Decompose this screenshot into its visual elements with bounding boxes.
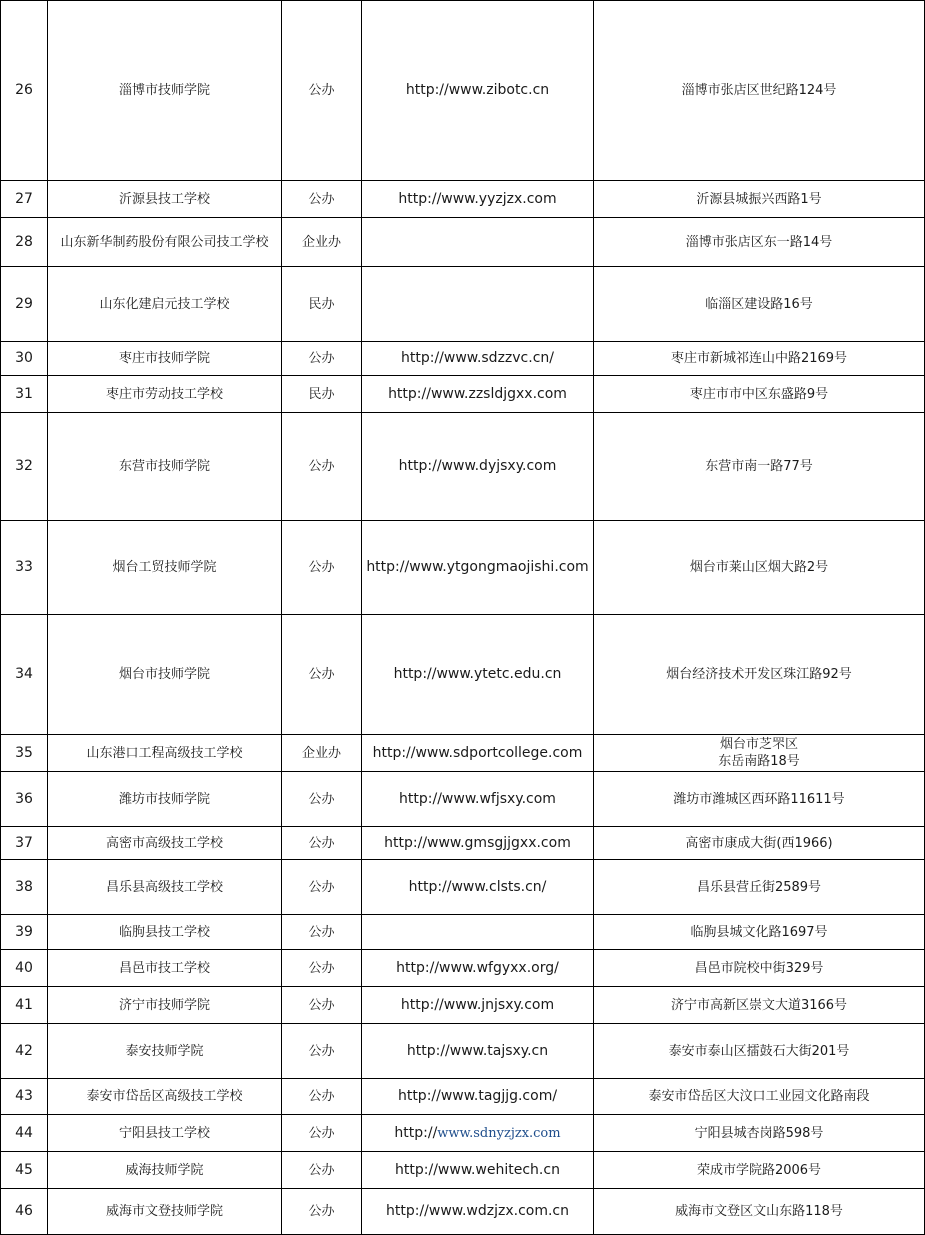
school-address bbox=[594, 950, 925, 987]
school-name: 昌邑市技工学校 bbox=[48, 950, 282, 987]
school-address bbox=[594, 267, 925, 342]
school-name: 山东港口工程高级技工学校 bbox=[48, 735, 282, 772]
website-link[interactable]: http://www.wfgyxx.org/ bbox=[396, 959, 559, 976]
school-type: 公办 bbox=[282, 342, 362, 376]
school-type: 企业办 bbox=[282, 218, 362, 267]
row-number: 37 bbox=[1, 827, 48, 860]
school-website bbox=[362, 181, 594, 218]
school-name: 威海市文登技师学院 bbox=[48, 1189, 282, 1235]
row-number: 41 bbox=[1, 987, 48, 1024]
website-link[interactable]: http://www.sdzzvc.cn/ bbox=[400, 350, 554, 366]
school-website bbox=[362, 267, 594, 342]
table-row bbox=[1, 1024, 925, 1079]
row-number: 44 bbox=[1, 1115, 48, 1152]
school-address bbox=[594, 1152, 925, 1189]
address-line: 临朐县城文化路1697号 bbox=[690, 924, 828, 940]
school-type: 公办 bbox=[282, 860, 362, 915]
school-name: 泰安市岱岳区高级技工学校 bbox=[48, 1079, 282, 1115]
school-type: 公办 bbox=[282, 181, 362, 218]
table-row bbox=[1, 915, 925, 950]
school-name: 枣庄市劳动技工学校 bbox=[48, 376, 282, 413]
table-row bbox=[1, 772, 925, 827]
table-row bbox=[1, 860, 925, 915]
website-link[interactable]: http://www.gmsgjjgxx.com bbox=[384, 834, 571, 851]
address-line: 淄博市张店区东一路14号 bbox=[685, 234, 833, 250]
school-type: 公办 bbox=[282, 1, 362, 181]
table-row bbox=[1, 521, 925, 615]
school-address bbox=[594, 615, 925, 735]
row-number: 35 bbox=[1, 735, 48, 772]
school-address bbox=[594, 1189, 925, 1235]
school-address bbox=[594, 376, 925, 413]
table-row bbox=[1, 1189, 925, 1235]
row-number: 43 bbox=[1, 1079, 48, 1115]
school-name: 威海技师学院 bbox=[48, 1152, 282, 1189]
school-type: 公办 bbox=[282, 827, 362, 860]
website-link[interactable]: http://www.ytetc.edu.cn bbox=[393, 666, 562, 682]
row-number: 46 bbox=[1, 1189, 48, 1235]
table-row bbox=[1, 376, 925, 413]
table-row bbox=[1, 735, 925, 772]
website-link[interactable]: http://www.wfjsxy.com bbox=[399, 790, 556, 807]
address-line: 东岳南路18号 bbox=[718, 754, 800, 769]
school-website bbox=[362, 1115, 594, 1152]
school-type: 公办 bbox=[282, 1152, 362, 1189]
school-website bbox=[362, 987, 594, 1024]
website-link[interactable]: http://www.wdzjzx.com.cn bbox=[386, 1203, 569, 1219]
school-type: 公办 bbox=[282, 1079, 362, 1115]
table-row bbox=[1, 413, 925, 521]
school-address bbox=[594, 413, 925, 521]
school-website bbox=[362, 1, 594, 181]
school-address bbox=[594, 1079, 925, 1115]
school-type: 公办 bbox=[282, 950, 362, 987]
address-line: 枣庄市新城祁连山中路2169号 bbox=[670, 351, 848, 366]
address-line: 泰安市泰山区擂鼓石大街201号 bbox=[668, 1043, 850, 1059]
school-type: 公办 bbox=[282, 772, 362, 827]
table-row bbox=[1, 987, 925, 1024]
school-website bbox=[362, 342, 594, 376]
website-link[interactable]: http://www.dyjsxy.com bbox=[398, 458, 557, 474]
address-line: 昌邑市院校中街329号 bbox=[694, 960, 824, 976]
school-name: 宁阳县技工学校 bbox=[48, 1115, 282, 1152]
table-row bbox=[1, 1115, 925, 1152]
website-link[interactable]: http://www.tagjjg.com/ bbox=[397, 1088, 558, 1104]
address-line: 烟台市莱山区烟大路2号 bbox=[689, 560, 829, 575]
table-row bbox=[1, 1079, 925, 1115]
school-address bbox=[594, 1, 925, 181]
school-name: 济宁市技师学院 bbox=[48, 987, 282, 1024]
row-number: 40 bbox=[1, 950, 48, 987]
school-type: 公办 bbox=[282, 1189, 362, 1235]
address-line: 荣成市学院路2006号 bbox=[696, 1162, 822, 1178]
school-type: 企业办 bbox=[282, 735, 362, 772]
school-name: 枣庄市技师学院 bbox=[48, 342, 282, 376]
website-link[interactable]: www.sdnyzjzx.com bbox=[437, 1125, 561, 1141]
table-row bbox=[1, 267, 925, 342]
school-type: 公办 bbox=[282, 1024, 362, 1079]
table-row bbox=[1, 615, 925, 735]
address-line: 东营市南一路77号 bbox=[705, 459, 813, 474]
school-address bbox=[594, 521, 925, 615]
address-line: 高密市康成大街(西1966) bbox=[685, 835, 833, 851]
address-line: 枣庄市市中区东盛路9号 bbox=[689, 386, 829, 402]
school-website bbox=[362, 860, 594, 915]
website-link[interactable]: http://www.sdportcollege.com bbox=[372, 744, 583, 761]
table-row bbox=[1, 950, 925, 987]
school-type: 公办 bbox=[282, 413, 362, 521]
website-link[interactable]: http://www.wehitech.cn bbox=[395, 1161, 560, 1178]
table-row bbox=[1, 218, 925, 267]
row-number: 27 bbox=[1, 181, 48, 218]
school-website bbox=[362, 735, 594, 772]
table-row bbox=[1, 1, 925, 181]
row-number: 42 bbox=[1, 1024, 48, 1079]
school-website bbox=[362, 772, 594, 827]
address-line: 济宁市高新区崇文大道3166号 bbox=[670, 997, 848, 1013]
school-address bbox=[594, 181, 925, 218]
address-line: 泰安市岱岳区大汶口工业园文化路南段 bbox=[648, 1089, 870, 1104]
website-link[interactable]: http://www.tajsxy.cn bbox=[406, 1042, 549, 1059]
school-website bbox=[362, 1024, 594, 1079]
school-name: 高密市高级技工学校 bbox=[48, 827, 282, 860]
school-address bbox=[594, 1115, 925, 1152]
row-number: 30 bbox=[1, 342, 48, 376]
row-number: 39 bbox=[1, 915, 48, 950]
school-type: 公办 bbox=[282, 915, 362, 950]
website-link[interactable]: http://www.jnjsxy.com bbox=[400, 996, 555, 1013]
address-line: 昌乐县营丘街2589号 bbox=[696, 879, 822, 895]
school-address bbox=[594, 987, 925, 1024]
row-number: 29 bbox=[1, 267, 48, 342]
website-link[interactable]: http://www.zibotc.cn bbox=[405, 82, 550, 98]
school-address bbox=[594, 772, 925, 827]
table-row bbox=[1, 827, 925, 860]
address-line: 烟台经济技术开发区珠江路92号 bbox=[666, 667, 852, 682]
school-name: 烟台市技师学院 bbox=[48, 615, 282, 735]
school-type: 公办 bbox=[282, 615, 362, 735]
school-address bbox=[594, 860, 925, 915]
school-address bbox=[594, 218, 925, 267]
address-line: 宁阳县城杏岗路598号 bbox=[694, 1125, 824, 1141]
address-line: 威海市文登区文山东路118号 bbox=[675, 1204, 843, 1219]
school-address bbox=[594, 735, 925, 772]
school-type: 民办 bbox=[282, 376, 362, 413]
school-address bbox=[594, 1024, 925, 1079]
row-number: 32 bbox=[1, 413, 48, 521]
row-number: 33 bbox=[1, 521, 48, 615]
table-row bbox=[1, 1152, 925, 1189]
row-number: 36 bbox=[1, 772, 48, 827]
row-number: 28 bbox=[1, 218, 48, 267]
website-prefix: http:// bbox=[394, 1124, 438, 1141]
school-address bbox=[594, 342, 925, 376]
row-number: 45 bbox=[1, 1152, 48, 1189]
school-name: 东营市技师学院 bbox=[48, 413, 282, 521]
school-website bbox=[362, 615, 594, 735]
address-line: 沂源县城振兴西路1号 bbox=[696, 191, 822, 207]
website-link[interactable]: http://www.ytgongmaojishi.com bbox=[366, 559, 589, 575]
school-website bbox=[362, 1189, 594, 1235]
address-line: 烟台市芝罘区 bbox=[719, 737, 798, 752]
address-line: 潍坊市潍城区西环路11611号 bbox=[673, 791, 845, 807]
website-link[interactable]: http://www.clsts.cn/ bbox=[408, 878, 547, 895]
table-row bbox=[1, 181, 925, 218]
website-link[interactable]: http://www.zzsldjgxx.com bbox=[388, 385, 567, 402]
school-website bbox=[362, 218, 594, 267]
school-name: 潍坊市技师学院 bbox=[48, 772, 282, 827]
school-website bbox=[362, 413, 594, 521]
school-website bbox=[362, 521, 594, 615]
website-link[interactable]: http://www.yyzjzx.com bbox=[398, 190, 557, 207]
school-name: 山东新华制药股份有限公司技工学校 bbox=[48, 218, 282, 267]
row-number: 31 bbox=[1, 376, 48, 413]
row-number: 38 bbox=[1, 860, 48, 915]
school-website bbox=[362, 827, 594, 860]
row-number: 34 bbox=[1, 615, 48, 735]
school-name: 泰安技师学院 bbox=[48, 1024, 282, 1079]
table-row bbox=[1, 342, 925, 376]
school-name: 沂源县技工学校 bbox=[48, 181, 282, 218]
school-name: 淄博市技师学院 bbox=[48, 1, 282, 181]
address-line: 临淄区建设路16号 bbox=[705, 296, 813, 312]
row-number: 26 bbox=[1, 1, 48, 181]
school-website bbox=[362, 1152, 594, 1189]
school-name: 临朐县技工学校 bbox=[48, 915, 282, 950]
school-name: 烟台工贸技师学院 bbox=[48, 521, 282, 615]
school-website bbox=[362, 1079, 594, 1115]
school-name: 昌乐县高级技工学校 bbox=[48, 860, 282, 915]
school-name: 山东化建启元技工学校 bbox=[48, 267, 282, 342]
school-address bbox=[594, 827, 925, 860]
school-type: 公办 bbox=[282, 1115, 362, 1152]
school-website bbox=[362, 376, 594, 413]
school-type: 公办 bbox=[282, 987, 362, 1024]
school-type: 民办 bbox=[282, 267, 362, 342]
address-line: 淄博市张店区世纪路124号 bbox=[681, 83, 837, 98]
school-website bbox=[362, 950, 594, 987]
school-address bbox=[594, 915, 925, 950]
school-type: 公办 bbox=[282, 521, 362, 615]
school-table-body bbox=[1, 1, 925, 1235]
school-website bbox=[362, 915, 594, 950]
